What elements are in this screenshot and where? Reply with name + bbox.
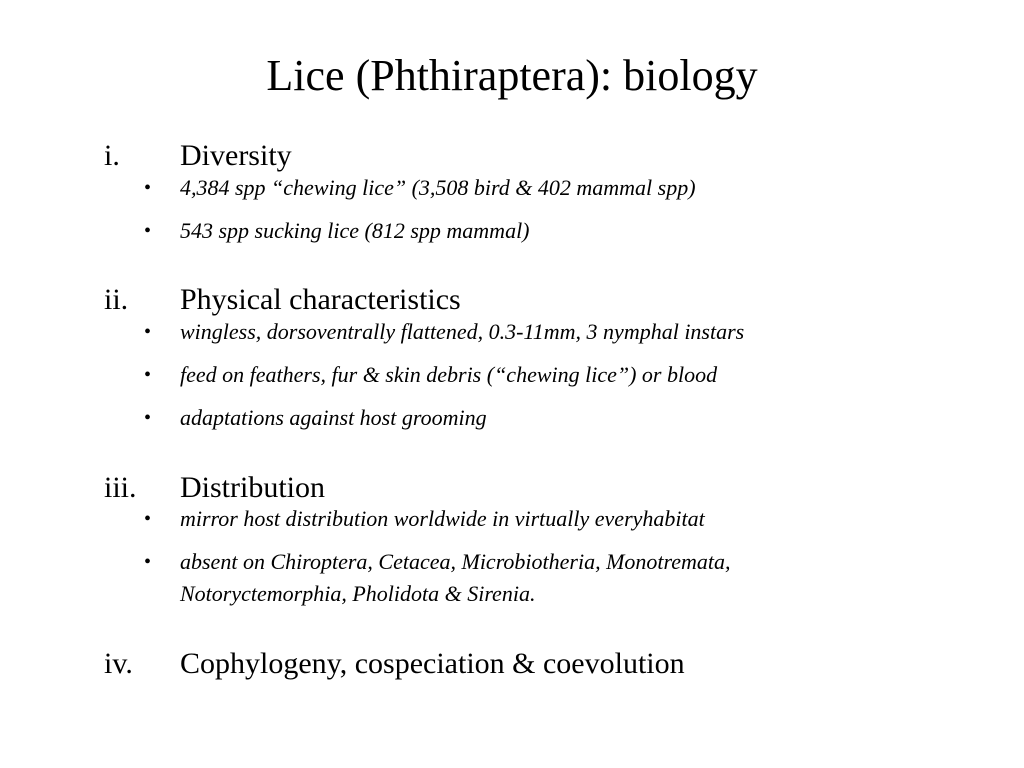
bullet-item (104, 503, 924, 535)
bullet-item (104, 359, 924, 391)
section-title: Diversity (180, 139, 292, 172)
section-title: Cophylogeny, cospeciation & coevolution (180, 647, 685, 680)
bullet-item (104, 316, 924, 348)
bullet-text-line: absent on Chiroptera, Cetacea, Microbiotheria, Monotremata, (180, 549, 731, 574)
section-numeral: iii. (104, 471, 137, 504)
section-numeral: iv. (104, 647, 133, 680)
section-heading (104, 138, 924, 174)
slide-title: Lice (Phthiraptera): biology (266, 51, 758, 100)
bullet-text: feed on feathers, fur & skin debris (“chewing lice”) or blood (180, 362, 718, 387)
bullet-icon: • (144, 364, 152, 386)
section-numeral: ii. (104, 283, 129, 316)
bullet-text: mirror host distribution worldwide in virtually everyhabitat (180, 506, 705, 531)
bullet-item (104, 402, 924, 434)
bullet-item (104, 546, 924, 610)
section-heading (104, 646, 924, 682)
section-heading (104, 282, 924, 318)
bullet-text: 4,384 spp “chewing lice” (3,508 bird & 402 mammal spp) (180, 175, 696, 200)
section-title: Distribution (180, 471, 326, 504)
bullet-list (104, 172, 924, 247)
bullet-icon: • (144, 508, 152, 530)
section-diversity (104, 138, 924, 258)
bullet-icon: • (144, 220, 152, 242)
bullet-icon: • (144, 551, 152, 573)
bullet-text: wingless, dorsoventrally flattened, 0.3-11mm, 3 nymphal instars (180, 319, 745, 344)
section-heading (104, 470, 924, 506)
bullet-text: adaptations against host grooming (180, 405, 487, 430)
bullet-icon: • (144, 321, 152, 343)
bullet-text: 543 spp sucking lice (812 spp mammal) (180, 218, 530, 243)
bullet-list (104, 503, 924, 610)
section-title: Physical characteristics (180, 283, 461, 316)
section-numeral: i. (104, 139, 120, 172)
bullet-icon: • (144, 177, 152, 199)
bullet-item (104, 215, 924, 247)
bullet-icon: • (144, 407, 152, 429)
bullet-item (104, 172, 924, 204)
section-physical-characteristics (104, 282, 924, 445)
section-cophylogeny (104, 646, 924, 682)
bullet-text (180, 546, 924, 610)
bullet-list (104, 316, 924, 434)
bullet-text-line: Notoryctemorphia, Pholidota & Sirenia. (180, 581, 536, 606)
section-distribution (104, 470, 924, 610)
